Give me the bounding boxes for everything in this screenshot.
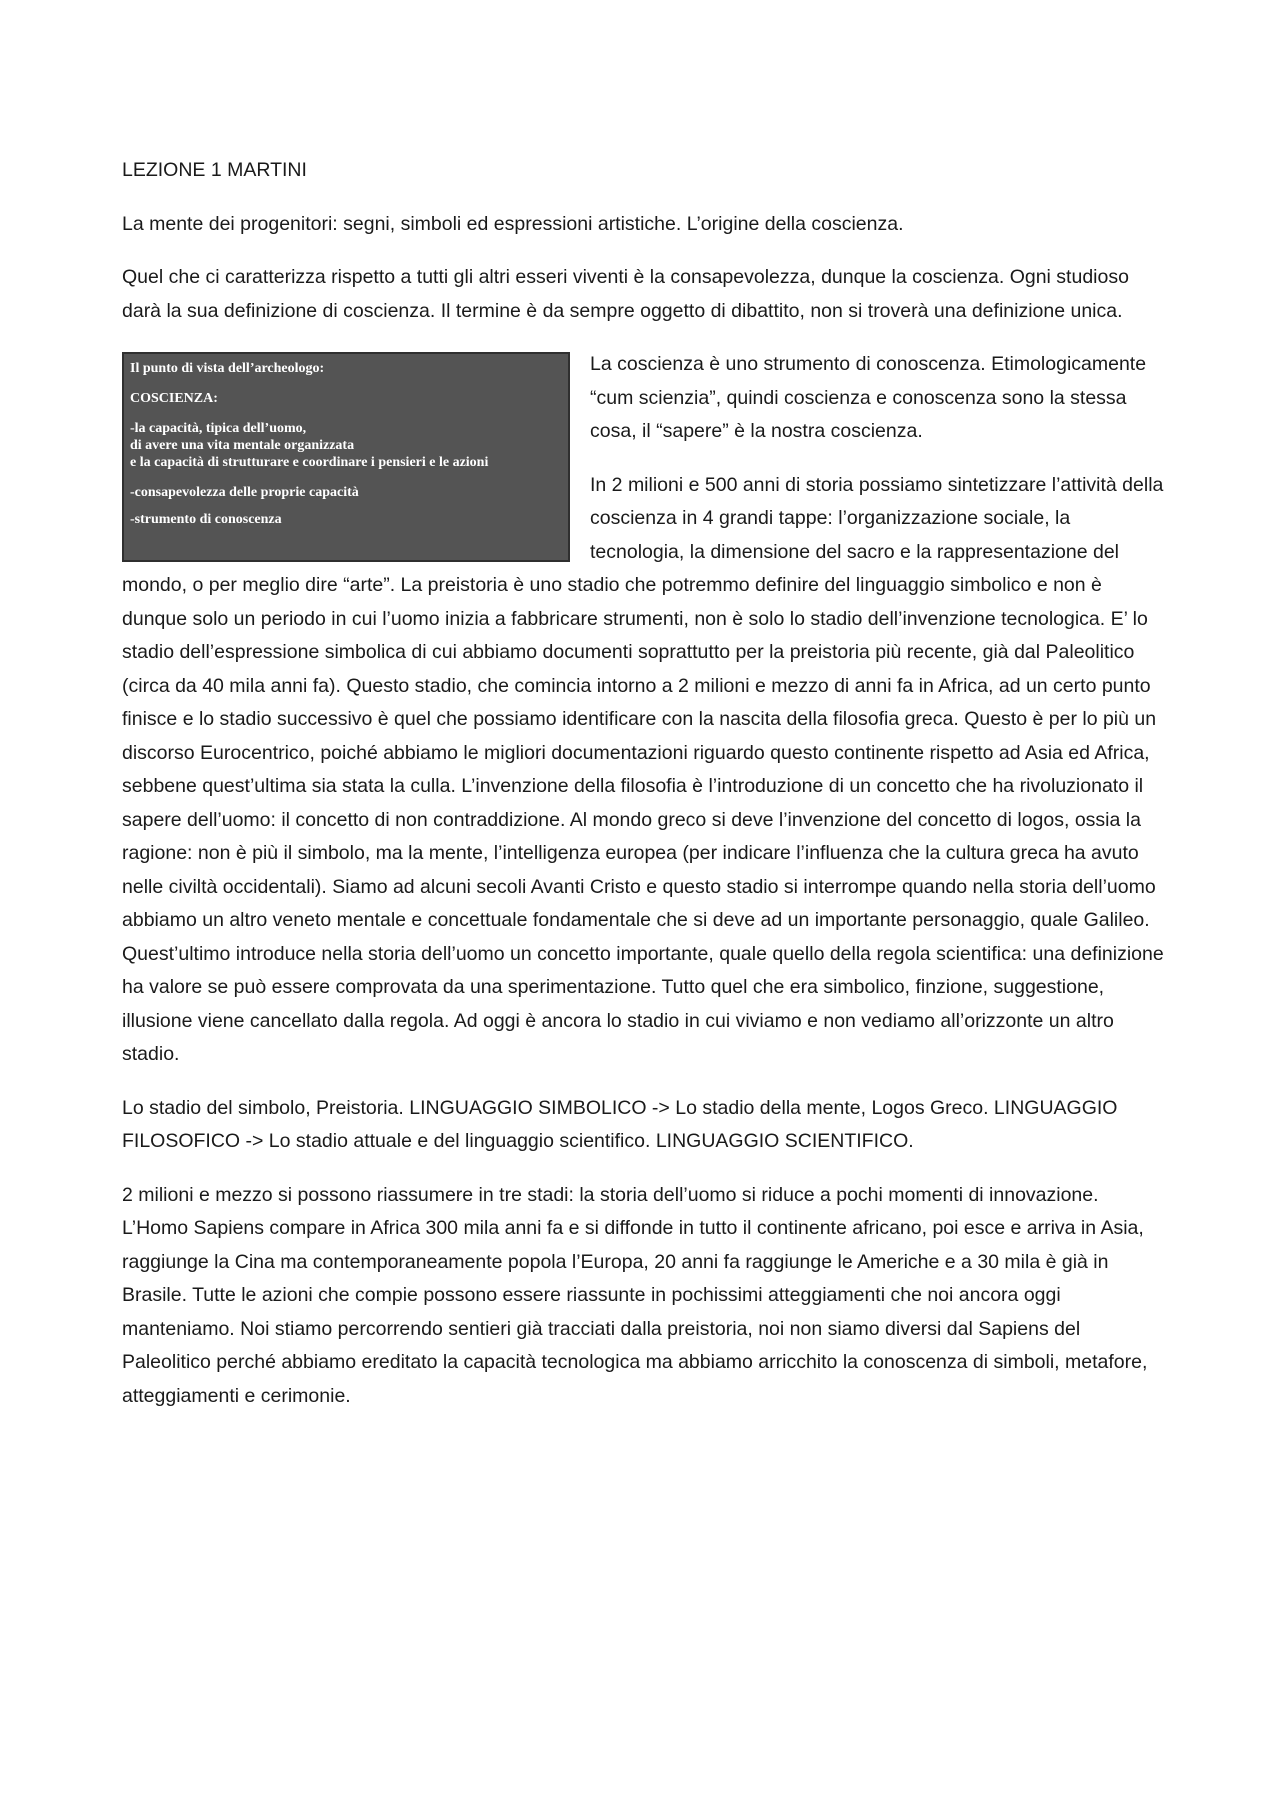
coscienza-paragraph: La coscienza è uno strumento di conoscenza. Etimologicamente “cum scienzia”, quindi coscienza e conoscenza sono la stessa cosa, il “sapere” è la nostra coscienza. [590, 353, 1147, 442]
coscienza-definition-image [122, 352, 570, 562]
figure-heading: Il punto di vista dell’archeologo: [130, 361, 325, 376]
figure-term: COSCIENZA: [130, 391, 218, 406]
document-subtitle: La mente dei progenitori: segni, simboli ed espressioni artistiche. L’origine della coscienza. [122, 212, 904, 235]
figure-definition-line: e la capacità di strutturare e coordinare i pensieri e le azioni [130, 455, 489, 470]
history-stages-paragraph: In 2 milioni e 500 anni di storia possiamo sintetizzare l’attività della coscienza in 4 grandi tappe: l’organizzazione sociale, la tecnologia, la dimensione del sacro e la rappresentazione del mondo, o per meglio dire “arte”. La preistoria è uno stadio che potremmo definire del linguaggio simbolico e non è dunque solo un periodo in cui l’uomo inizia a fabbricare strumenti, non è solo lo stadio dell’invenzione tecnologica. E’ lo stadio dell’espressione simbolica di cui abbiamo documenti soprattutto per la preistoria più recente, già dal Paleolitico (circa da 40 mila anni fa). Questo stadio, che comincia intorno a 2 milioni e mezzo di anni fa in Africa, ad un certo punto finisce e lo stadio successivo è quel che possiamo identificare con la nascita della filosofia greca. Questo è per lo più un discorso Eurocentrico, poiché abbiamo le migliori documentazioni riguardo questo continente rispetto ad Asia ed Africa, sebbene quest’ultima sia stata la culla. L’invenzione della filosofia è l’introduzione di un concetto che ha rivoluzionato il sapere dell’uomo: il concetto di non contraddizione. Al mondo greco si deve l’invenzione del concetto di logos, ossia la ragione: non è più il simbolo, ma la mente, l’intelligenza europea (per indicare l’influenza che la cultura greca ha avuto nelle civiltà occidentali). Siamo ad alcuni secoli Avanti Cristo e questo stadio si interrompe quando nella storia dell’uomo abbiamo un altro veneto mentale e concettuale fondamentale che si deve ad un importante personaggio, quale Galileo. Quest’ultimo introduce nella storia dell’uomo un concetto importante, quale quello della regola scientifica: una definizione ha valore se può essere comprovata da una sperimentazione. Tutto quel che era simbolico, finzione, suggestione, illusione viene cancellato dalla regola. Ad oggi è ancora lo stadio in cui viviamo e non vediamo all’orizzonte un altro stadio. [122, 473, 1164, 1065]
figure-definition-line: -consapevolezza delle proprie capacità [130, 485, 359, 500]
document-title: LEZIONE 1 MARTINI [122, 159, 307, 181]
languages-summary-paragraph: Lo stadio del simbolo, Preistoria. LINGUAGGIO SIMBOLICO -> Lo stadio della mente, Logos Greco. LINGUAGGIO FILOSOFICO -> Lo stadio attuale e del linguaggio scientifico. LINGUAGGIO SCIENTIFICO. [122, 1096, 1118, 1152]
intro-paragraph: Quel che ci caratterizza rispetto a tutti gli altri esseri viventi è la consapevolezza, dunque la coscienza. Ogni studioso darà la sua definizione di coscienza. Il termine è da sempre oggetto di dibattito, non si troverà una definizione unica. [122, 266, 1129, 322]
document-page [122, 154, 1164, 1433]
homo-sapiens-paragraph: 2 milioni e mezzo si possono riassumere in tre stadi: la storia dell’uomo si riduce a pochi momenti di innovazione. L’Homo Sapiens compare in Africa 300 mila anni fa e si diffonde in tutto il continente africano, poi esce e arriva in Asia, raggiunge la Cina ma contemporaneamente popola l’Europa, 20 anni fa raggiunge le Americhe e a 30 mila è già in Brasile. Tutte le azioni che compie possono essere riassunte in pochissimi atteggiamenti che noi ancora oggi manteniamo. Noi stiamo percorrendo sentieri già tracciati dalla preistoria, noi non siamo diversi dal Sapiens del Paleolitico perché abbiamo ereditato la capacità tecnologica ma abbiamo arricchito la conoscenza di simboli, metafore, atteggiamenti e cerimonie. [122, 1183, 1148, 1407]
figure-definition-line: -la capacità, tipica dell’uomo, [130, 421, 307, 436]
figure-definition-line: di avere una vita mentale organizzata [130, 438, 355, 453]
figure-definition-line: -strumento di conoscenza [130, 512, 282, 527]
